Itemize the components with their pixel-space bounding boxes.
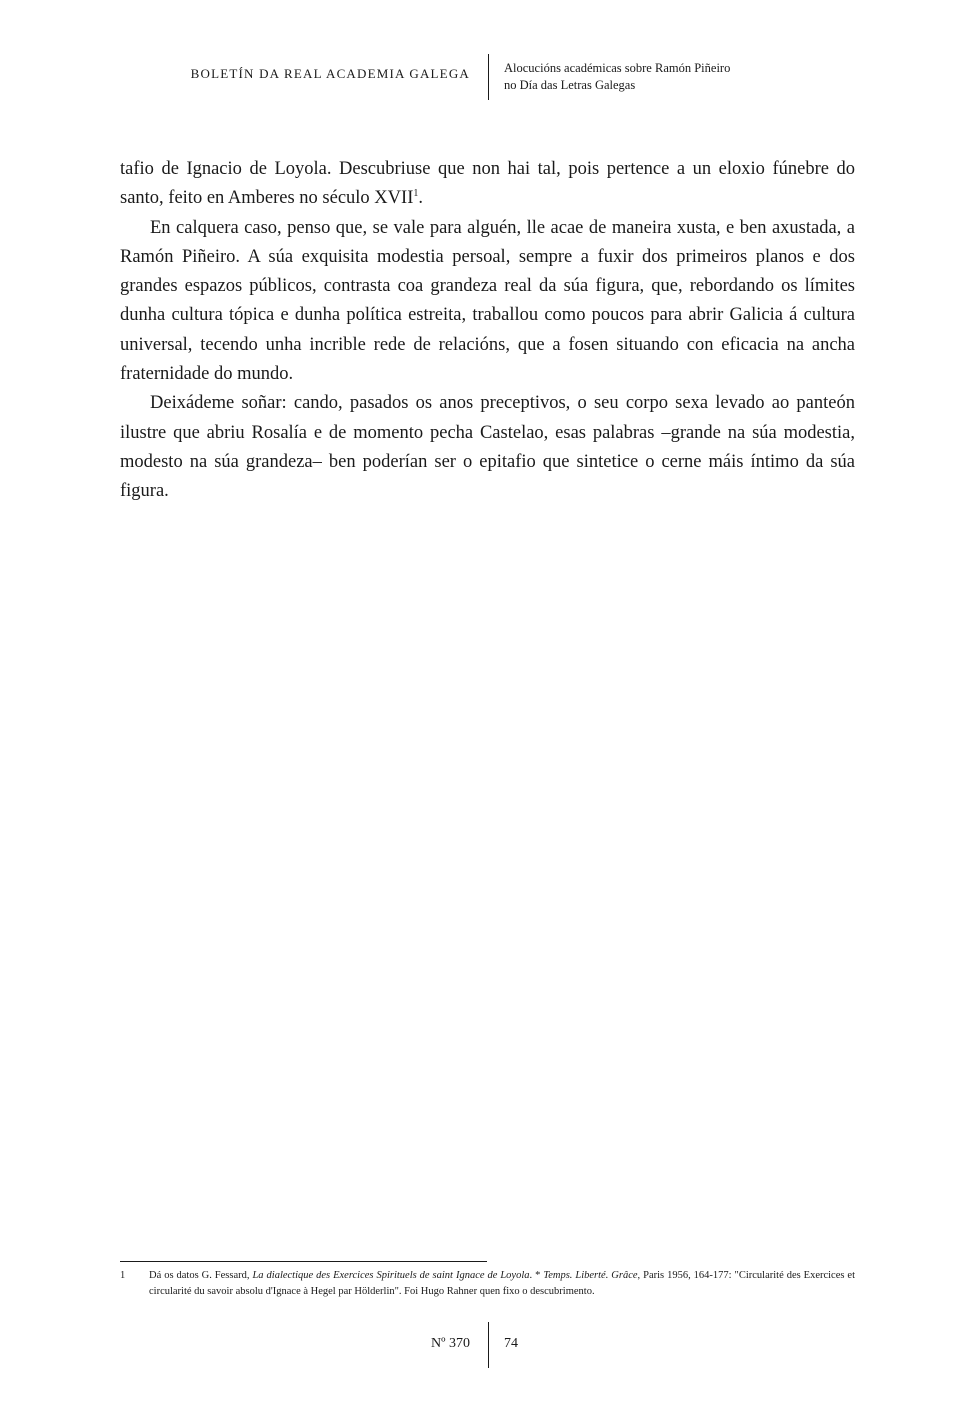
journal-title: BOLETÍN DA REAL ACADEMIA GALEGA [190, 66, 470, 81]
page-number: 74 [504, 1336, 518, 1351]
running-header [0, 54, 975, 102]
section-title [504, 60, 730, 94]
footnote-text-a: Dá os datos G. Fessard, [149, 1270, 253, 1281]
issue-number: Nº 370 [431, 1336, 470, 1351]
footnote-text-c: , Paris 1956, 164-177: "Circularité des Exercices et circularité du savoir absolu d'Ignace à Hegel par Hölderlin". Foi Hugo Rahner quen fixo o descubrimento. [149, 1270, 855, 1297]
section-title-line2: no Día das Letras Galegas [504, 78, 636, 92]
footnote-number: 1 [120, 1270, 126, 1281]
footnote [120, 1268, 855, 1299]
footnote-separator [120, 1261, 487, 1262]
paragraph-1 [120, 155, 855, 214]
footnote-text-b: . * [529, 1270, 544, 1281]
paragraph-1-end: . [418, 188, 423, 209]
section-title-line1: Alocucións académicas sobre Ramón Piñeiro [504, 61, 731, 75]
paragraph-2: En calquera caso, penso que, se vale para alguén, lle acae de maneira xusta, e ben axustada, a Ramón Piñeiro. A súa exquisita modestia persoal, sempre a fuxir dos primeiros planos e dos grandes espazos públicos, contrasta coa grandeza real da súa figura, que, rebordando os límites dunha cultura tópica e dunha política estreita, traballou como poucos para abrir Galicia á cultura universal, tecendo unha incrible rede de relacións, que a fosen situando con eficacia na ancha fraternidade do mundo. [120, 217, 855, 385]
paragraph-3: Deixádeme soñar: cando, pasados os anos preceptivos, o seu corpo sexa levado ao panteón ilustre que abriu Rosalía e de momento pecha Castelao, esas palabras –grande na súa modestia, modesto na súa grandeza– ben poderían ser o epitafio que sintetice o cerne máis íntimo da súa figura. [120, 393, 855, 502]
paragraph-1-text: tafio de Ignacio de Loyola. Descubriuse que non hai tal, pois pertence a un eloxio fúnebre do santo, feito en Amberes no século XVII [120, 159, 855, 209]
main-text [120, 155, 855, 507]
footnote-series-title: Temps. Liberté. Grâce [543, 1270, 638, 1281]
header-divider [488, 54, 489, 100]
page-footer [0, 1322, 975, 1368]
footnote-book-title: La dialectique des Exercices Spirituels de saint Ignace de Loyola [252, 1270, 530, 1281]
footnote-reference[interactable]: 1 [413, 188, 419, 200]
footnote-text [149, 1268, 855, 1299]
footer-divider [488, 1322, 489, 1368]
